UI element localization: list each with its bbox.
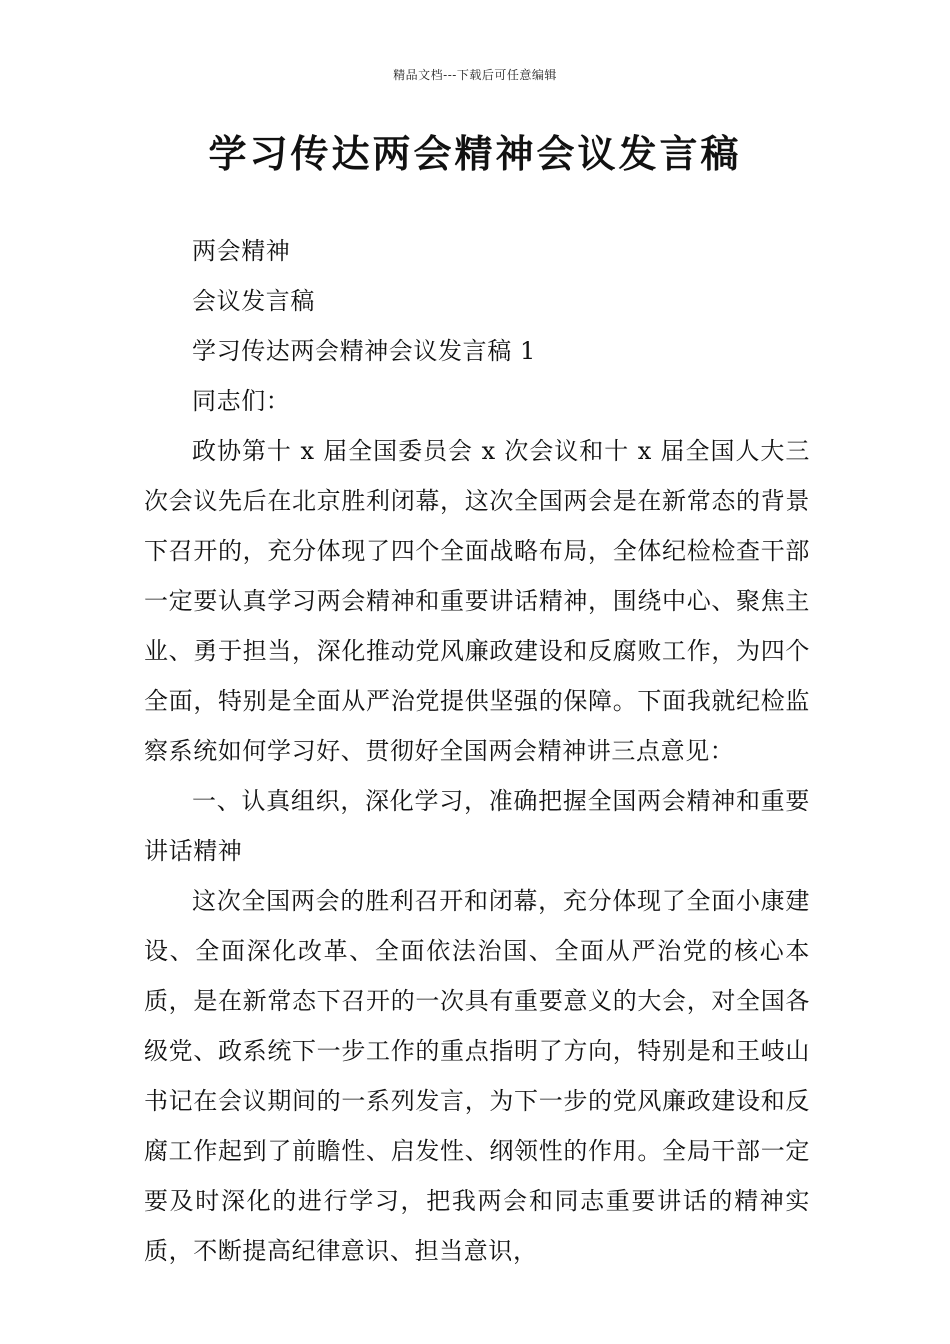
paragraph-salutation: 同志们： (192, 387, 291, 415)
paragraph-body-2: 这次全国两会的胜利召开和闭幕，充分体现了全面小康建设、全面深化改革、全面依法治国、全面从严治党的核心本质，是在新常态下召开的一次具有重要意义的大会，对全国各级党、政系统下一步工作的重点指明了方向，特别是和王岐山书记在会议期间的一系列发言，为下一步的党风廉政建设和反腐工作起到了前瞻性、启发性、纲领性的作用。全局干部一定要及时深化的进行学习，把我两会和同志重要讲话的精神实质，不断提高纪律意识、担当意识， (144, 887, 810, 1265)
paragraph-body-1: 政协第十 x 届全国委员会 x 次会议和十 x 届全国人大三次会议先后在北京胜利闭幕，这次全国两会是在新常态的背景下召开的，充分体现了四个全面战略布局，全体纪检检查干部一定要认真学习两会精神和重要讲话精神，围绕中心、聚焦主业、勇于担当，深化推动党风廉政建设和反腐败工作，为四个全面，特别是全面从严治党提供坚强的保障。下面我就纪检监察系统如何学习好、贯彻好全国两会精神讲三点意见： (144, 437, 810, 765)
paragraph-keyword-1: 两会精神 (192, 237, 291, 265)
paragraph-subtitle: 学习传达两会精神会议发言稿 1 (192, 337, 536, 365)
document-body (144, 226, 810, 1276)
header-note: 精品文档---下载后可任意编辑 (393, 68, 557, 82)
paragraph-section-heading-1: 一、认真组织，深化学习，准确把握全国两会精神和重要讲话精神 (144, 787, 810, 865)
document-title: 学习传达两会精神会议发言稿 (208, 131, 742, 176)
paragraph-keyword-2: 会议发言稿 (192, 287, 315, 315)
